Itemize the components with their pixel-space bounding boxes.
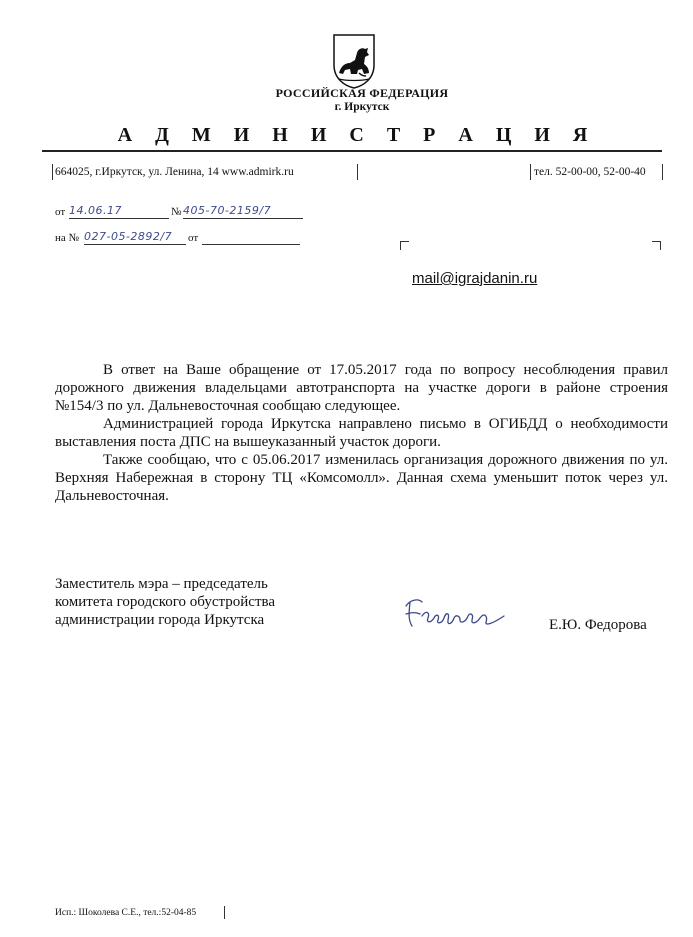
- reply-to-number-field[interactable]: 027-05-2892/7: [84, 230, 186, 245]
- executor-bracket: [224, 906, 225, 919]
- reply-from-date-field[interactable]: [202, 230, 300, 245]
- header-divider: [42, 150, 662, 152]
- signer-position-line: Заместитель мэра – председатель: [55, 576, 268, 592]
- recipient-corner-left: [400, 241, 409, 250]
- executor-info: Исп.: Шоколева С.Е., тел.:52-04-85: [55, 908, 197, 918]
- outgoing-number-field[interactable]: 405-70-2159/7: [183, 204, 303, 219]
- signer-name: Е.Ю. Федорова: [549, 617, 647, 633]
- address-bracket-left: [52, 164, 53, 180]
- signer-position: [55, 575, 275, 629]
- phone-bracket-left: [530, 164, 531, 180]
- number-label: №: [171, 206, 182, 218]
- city-name: г. Иркутск: [334, 101, 390, 113]
- body-paragraph: Администрацией города Иркутска направлено письмо в ОГИБДД о необходимости выставления поста ДПС на вышеуказанный участок дороги.: [55, 416, 668, 450]
- reply-to-label: на №: [55, 232, 80, 244]
- country-name: РОССИЙСКАЯ ФЕДЕРАЦИЯ: [275, 86, 449, 100]
- phone-bracket-right: [662, 164, 663, 180]
- recipient-corner-right: [652, 241, 661, 250]
- signer-position-line: комитета городского обустройства: [55, 594, 276, 610]
- signer-position-line: администрации города Иркутска: [55, 612, 265, 628]
- from-label: от: [55, 206, 66, 218]
- address-bracket-right: [357, 164, 358, 180]
- letter-body: [55, 361, 668, 505]
- organization-phone: тел. 52-00-00, 52-00-40: [534, 166, 646, 178]
- body-paragraph: Также сообщаю, что с 05.06.2017 изменилась организация дорожного движения по ул. Верхняя Набережная в сторону ТЦ «Комсомолл». Данная схема уменьшит поток через ул. Дальневосточная.: [55, 452, 668, 504]
- outgoing-date-field[interactable]: 14.06.17: [69, 204, 169, 219]
- handwritten-signature: [400, 594, 510, 634]
- city-emblem-icon: [331, 33, 377, 89]
- reply-from-label: от: [188, 232, 199, 244]
- recipient-email[interactable]: mail@igrajdanin.ru: [412, 270, 538, 287]
- organization-address: 664025, г.Иркутск, ул. Ленина, 14 www.admirk.ru: [55, 166, 294, 178]
- body-paragraph: В ответ на Ваше обращение от 17.05.2017 года по вопросу несоблюдения правил дорожного движения владельцами автотранспорта на участке дороги в районе строения №154/3 по ул. Дальневосточная сообщаю следующее.: [55, 362, 668, 414]
- organization-title: А Д М И Н И С Т Р А Ц И Я: [117, 124, 597, 146]
